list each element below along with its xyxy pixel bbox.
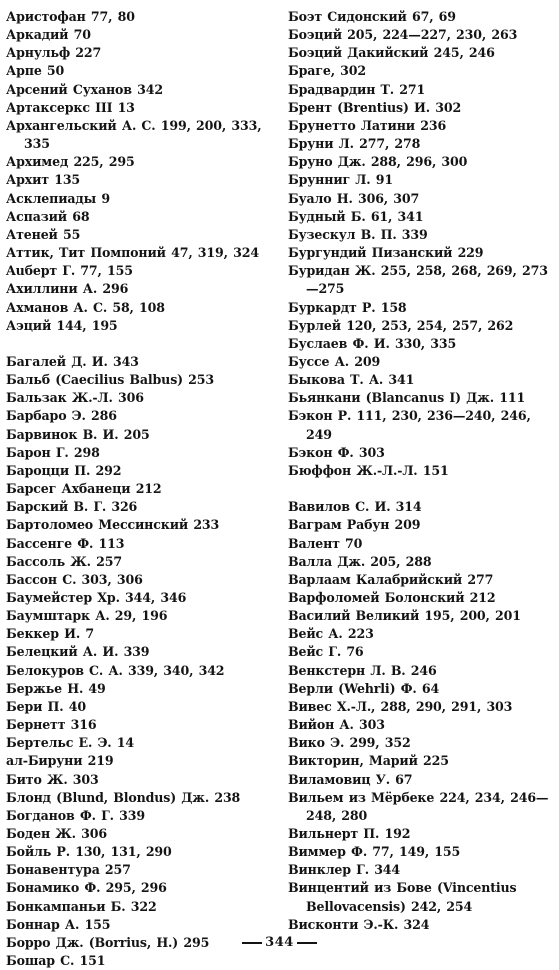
index-entry: Василий Великий 195, 200, 201 <box>288 608 521 624</box>
index-entry: Валла Дж. 205, 288 <box>288 553 432 569</box>
index-entry: Барский В. Г. 326 <box>6 499 138 515</box>
index-entry: Викторин, Марий 225 <box>288 753 449 769</box>
index-entry: Валент 70 <box>288 535 363 551</box>
index-entry: Боден Ж. 306 <box>6 826 107 842</box>
index-entry: Брунниг Л. 91 <box>288 172 393 188</box>
index-section-gap <box>6 335 274 353</box>
index-entry: Белокуров С. А. 339, 340, 342 <box>6 662 225 678</box>
index-entry: Арнульф 227 <box>6 45 102 61</box>
index-entry: Аттик, Тит Помпоний 47, 319, 324 <box>6 245 259 261</box>
index-entry: Архит 135 <box>6 172 81 188</box>
index-entry: Бонкампаньи Б. 322 <box>6 898 157 914</box>
index-entry: Висконти Э.-К. 324 <box>288 916 430 932</box>
index-entry: Брадвардин Т. 271 <box>288 81 426 97</box>
index-entry: Бароцци П. 292 <box>6 462 122 478</box>
index-entry: Вильем из Мёрбеке 224, 234, 246—248, 280 <box>288 789 549 823</box>
index-entry: Бузескул В. П. 339 <box>288 226 428 242</box>
page-number <box>0 935 559 950</box>
index-entry: Венкстерн Л. В. 246 <box>288 662 437 678</box>
index-entry: Вейс Г. 76 <box>288 644 364 660</box>
index-entry: Боннар А. 155 <box>6 916 111 932</box>
index-column-right <box>288 8 556 934</box>
index-entry: Бьянкани (Blancanus I) Дж. 111 <box>288 390 526 406</box>
index-entry: Буслаев Ф. И. 330, 335 <box>288 335 457 351</box>
page-number-dash-right <box>297 942 317 944</box>
index-entry: Бруни Л. 277, 278 <box>288 136 421 152</box>
index-entry: Вивес Х.-Л., 288, 290, 291, 303 <box>288 698 513 714</box>
index-entry: Бартоломео Мессинский 233 <box>6 517 220 533</box>
index-entry: Арсений Суханов 342 <box>6 81 163 97</box>
index-entry: Вильнерт П. 192 <box>288 826 411 842</box>
index-entry: Бэкон Ф. 303 <box>288 444 385 460</box>
index-entry: ал-Бируни 219 <box>6 753 114 769</box>
index-entry: Винклер Г. 344 <box>288 862 401 878</box>
index-entry: Auберт Г. 77, 155 <box>6 263 133 279</box>
index-entry: Ахиллини А. 296 <box>6 281 129 297</box>
index-entry: Бруно Дж. 288, 296, 300 <box>288 154 468 170</box>
index-entry: Архангельский А. С. 199, 200, 333, 335 <box>6 117 262 152</box>
index-entry: Багалей Д. И. 343 <box>6 353 139 369</box>
page-number-text: 344 <box>265 935 294 950</box>
index-entry: Барсег Ахбанеци 212 <box>6 481 162 497</box>
index-entry: Асклепиады 9 <box>6 190 110 206</box>
index-entry: Браге, 302 <box>288 63 367 79</box>
index-entry: Ахманов А. С. 58, 108 <box>6 299 165 315</box>
index-entry: Ваграм Рабун 209 <box>288 517 421 533</box>
index-entry: Бальзак Ж.-Л. 306 <box>6 390 144 406</box>
index-entry: Архимед 225, 295 <box>6 154 135 170</box>
index-entry: Буссе А. 209 <box>288 353 381 369</box>
index-entry: Бонавентура 257 <box>6 862 131 878</box>
index-entry: Бертельс Е. Э. 14 <box>6 735 135 751</box>
index-entry: Артаксеркс III 13 <box>6 99 135 115</box>
index-entry: Бюффон Ж.-Л.-Л. 151 <box>288 462 449 478</box>
index-entry: Варлаам Калабрийский 277 <box>288 571 494 587</box>
index-entry: Вейс А. 223 <box>288 626 374 642</box>
index-entry: Бургундий Пизанский 229 <box>288 245 484 261</box>
index-entry: Аркадий 70 <box>6 27 91 43</box>
index-entry: Вавилов С. И. 314 <box>288 499 422 515</box>
index-entry: Боэт Сидонский 67, 69 <box>288 9 456 24</box>
index-entry: Бэкон Р. 111, 230, 236—240, 246, 249 <box>288 408 531 442</box>
index-entry: Бассенге Ф. 113 <box>6 535 125 551</box>
index-entry: Атеней 55 <box>6 226 81 242</box>
index-entry: Богданов Ф. Г. 339 <box>6 807 145 823</box>
index-entry: Бержье Н. 49 <box>6 680 106 696</box>
index-entry: Винцентий из Бове (Vincentius Bellovacensis) 242, 254 <box>288 880 517 914</box>
index-entry: Бассон С. 303, 306 <box>6 571 143 587</box>
index-entry: Будный Б. 61, 341 <box>288 208 424 224</box>
index-entry: Виммер Ф. 77, 149, 155 <box>288 844 461 860</box>
index-entry: Вийон А. 303 <box>288 717 385 733</box>
index-entry: Бойль Р. 130, 131, 290 <box>6 844 172 860</box>
index-entry: Бурлей 120, 253, 254, 257, 262 <box>288 317 514 333</box>
index-entry: Бассоль Ж. 257 <box>6 553 122 569</box>
index-entry: Боэций 205, 224—227, 230, 263 <box>288 27 518 43</box>
index-entry: Барбаро Э. 286 <box>6 408 117 424</box>
index-entry: Верли (Wehrli) Ф. 64 <box>288 680 440 696</box>
index-entry: Буало Н. 306, 307 <box>288 190 420 206</box>
index-entry: Аспазий 68 <box>6 208 90 224</box>
index-entry: Виламовиц У. 67 <box>288 771 413 787</box>
index-entry: Варфоломей Болонский 212 <box>288 589 496 605</box>
index-entry: Быкова Т. А. 341 <box>288 372 415 388</box>
index-entry: Блонд (Blund, Blondus) Дж. 238 <box>6 789 241 805</box>
index-entry: Барвинок В. И. 205 <box>6 426 150 442</box>
index-entry: Буркардт Р. 158 <box>288 299 407 315</box>
index-entry: Бонамико Ф. 295, 296 <box>6 880 167 896</box>
index-entry: Бальб (Caecilius Balbus) 253 <box>6 372 215 388</box>
index-column-left <box>6 8 274 970</box>
index-entry: Буридан Ж. 255, 258, 268, 269, 273—275 <box>288 263 548 297</box>
index-entry: Беккер И. 7 <box>6 626 94 642</box>
index-entry: Вико Э. 299, 352 <box>288 735 411 751</box>
index-entry: Борро Дж. (Borrius, H.) 295 <box>6 934 210 950</box>
index-section-gap <box>288 480 556 498</box>
index-entry: Баумштарк А. 29, 196 <box>6 608 168 624</box>
index-entry: Бернетт 316 <box>6 717 97 733</box>
index-entry: Арпе 50 <box>6 63 65 79</box>
index-entry: Брунетто Латини 236 <box>288 117 447 133</box>
index-entry: Бито Ж. 303 <box>6 771 99 787</box>
index-entry: Боэций Дакийский 245, 246 <box>288 45 495 61</box>
index-entry: Бери П. 40 <box>6 698 86 714</box>
index-entry: Брент (Brentius) И. 302 <box>288 99 462 115</box>
index-entry: Аристофан 77, 80 <box>6 9 135 24</box>
page-number-dash-left <box>242 942 262 944</box>
index-entry: Барон Г. 298 <box>6 444 100 460</box>
index-entry: Аэций 144, 195 <box>6 317 118 333</box>
index-entry: Баумейстер Хр. 344, 346 <box>6 589 187 605</box>
index-entry: Белецкий А. И. 339 <box>6 644 150 660</box>
index-entry: Бошар С. 151 <box>6 953 106 969</box>
